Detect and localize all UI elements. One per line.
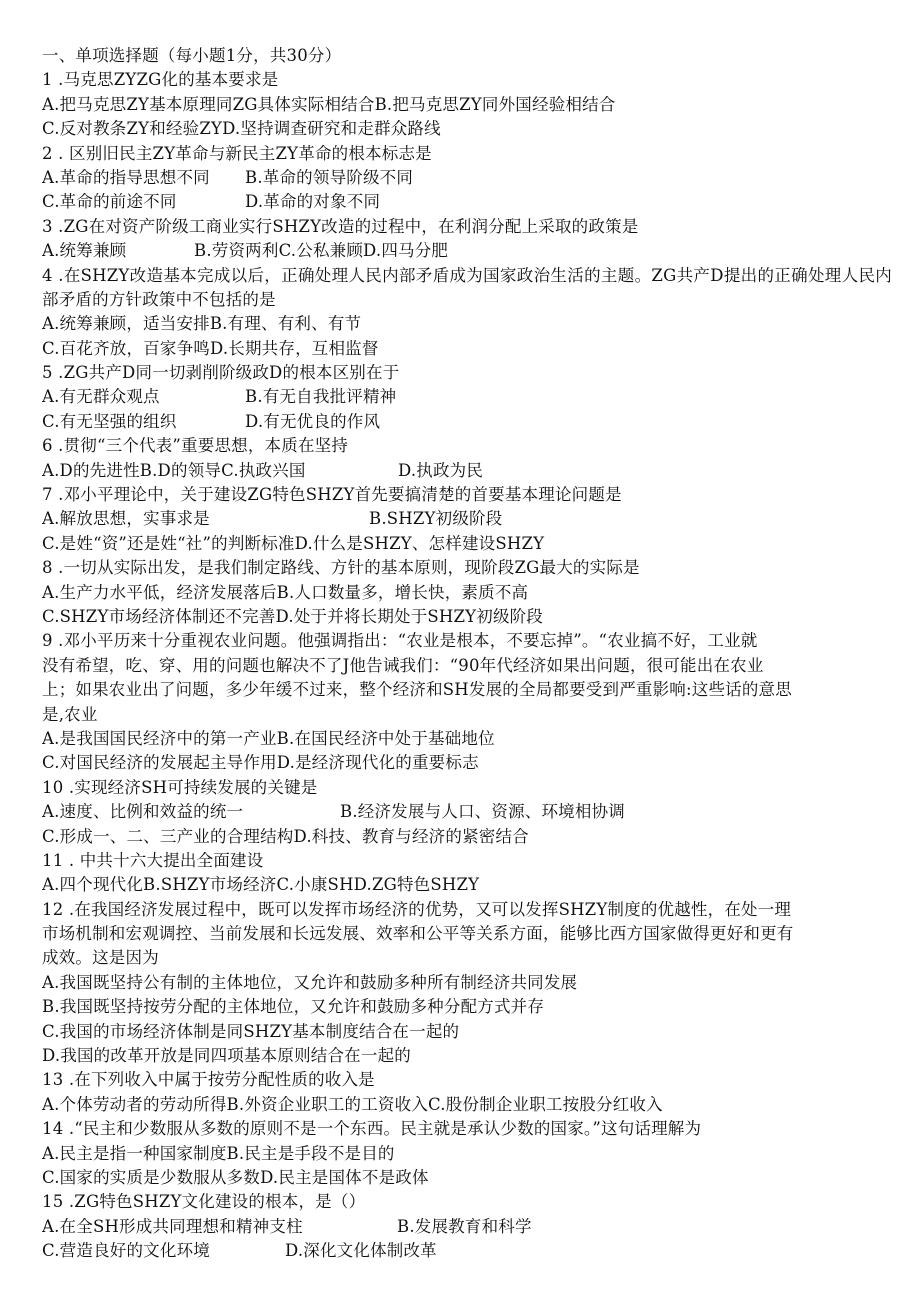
question-stem: 2 . 区别旧民主ZY革命与新民主ZY革命的根本标志是 bbox=[42, 143, 432, 163]
option-d: D.革命的对象不同 bbox=[245, 192, 381, 212]
option-row bbox=[42, 459, 892, 483]
question-stem-line: 12 .在我国经济发展过程中，既可以发挥市场经济的优势，又可以发挥SHZY制度的优越性，在处一理 bbox=[42, 899, 792, 919]
question-stem: 3 .ZG在对资产阶级工商业实行SHZY改造的过程中，在利润分配上采取的政策是 bbox=[42, 216, 639, 236]
option-line: A.个体劳动者的劳动所得B.外资企业职工的工资收入C.股份制企业职工按股分红收入 bbox=[42, 1094, 663, 1114]
option-b: B.SHZY初级阶段 bbox=[369, 509, 503, 529]
option-line: A.把马克思ZY基本原理同ZG具体实际相结合B.把马克思ZY同外国经验相结合 bbox=[42, 94, 616, 114]
question-stem-line: 成效。这是因为 bbox=[42, 948, 159, 968]
option-row bbox=[42, 166, 892, 190]
question-stem: 11 . 中共十六大提出全面建设 bbox=[42, 850, 264, 870]
option-line: C.SHZY市场经济体制还不完善D.处于并将长期处于SHZY初级阶段 bbox=[42, 607, 544, 626]
question-7 bbox=[42, 483, 892, 556]
option-line: C.我国的市场经济体制是同SHZY基本制度结合在一起的 bbox=[42, 1021, 460, 1041]
question-stem: 10 .实现经济SH可持续发展的关键是 bbox=[42, 777, 318, 797]
question-stem: 5 .ZG共产D同一切剥削阶级政D的根本区别在于 bbox=[42, 363, 400, 383]
question-10 bbox=[42, 776, 892, 849]
option-c: C.革命的前途不同 bbox=[42, 192, 177, 212]
question-8 bbox=[42, 556, 892, 629]
option-row bbox=[42, 1239, 892, 1263]
option-a: A.速度、比例和效益的统一 bbox=[42, 802, 244, 822]
option-row bbox=[42, 190, 892, 214]
option-row bbox=[42, 239, 892, 263]
option-line: C.形成一、二、三产业的合理结构D.科技、教育与经济的紧密结合 bbox=[42, 826, 529, 846]
question-stem-line: 上；如果农业出了问题，多少年缓不过来，整个经济和SH发展的全局都要受到严重影响:这些话的意思 bbox=[42, 680, 792, 700]
option-line: A.是我国国民经济中的第一产业B.在国民经济中处于基础地位 bbox=[42, 728, 495, 748]
question-stem-line: 9 .邓小平历来十分重视农业问题。他强调指出：“农业是根本，不要忘掉”。“农业搞不好，工业就 bbox=[42, 631, 758, 651]
question-stem: 14 .“民主和少数服从多数的原则不是一个东西。民主就是承认少数的国家。”这句话理解为 bbox=[42, 1119, 702, 1139]
question-stem: 1 .马克思ZYZG化的基本要求是 bbox=[42, 70, 279, 90]
option-bcd: B.劳资两利C.公私兼顾D.四马分肥 bbox=[194, 241, 449, 261]
option-line: A.四个现代化B.SHZY市场经济C.小康SHD.ZG特色SHZY bbox=[42, 875, 480, 895]
question-14 bbox=[42, 1117, 892, 1190]
option-a: A.有无群众观点 bbox=[42, 387, 160, 407]
option-a: A.革命的指导思想不同 bbox=[42, 167, 210, 187]
question-stem: 13 .在下列收入中属于按劳分配性质的收入是 bbox=[42, 1070, 375, 1090]
option-row bbox=[42, 800, 892, 824]
exam-page bbox=[42, 44, 892, 1264]
question-stem-line: 市场机制和宏观调控、当前发展和长远发展、效率和公平等关系方面，能够比西方国家做得更好和更有 bbox=[42, 924, 794, 944]
question-15 bbox=[42, 1190, 892, 1263]
option-row bbox=[42, 1215, 892, 1239]
question-6 bbox=[42, 434, 892, 483]
option-b: B.发展教育和科学 bbox=[397, 1216, 532, 1236]
question-11 bbox=[42, 849, 892, 898]
option-line: C.百花齐放，百家争鸣D.长期共存，互相监督 bbox=[42, 338, 379, 358]
option-c: C.营造良好的文化环境 bbox=[42, 1241, 210, 1261]
option-row bbox=[42, 385, 892, 409]
option-c: C.有无坚强的组织 bbox=[42, 411, 177, 431]
option-d: D.执政为民 bbox=[398, 460, 484, 480]
question-13 bbox=[42, 1068, 892, 1117]
question-stem-line: 是,农业 bbox=[42, 704, 98, 724]
option-b: B.革命的领导阶级不同 bbox=[245, 167, 414, 187]
question-stem: 6 .贯彻“三个代表”重要思想，本质在坚持 bbox=[42, 436, 349, 456]
option-line: C.国家的实质是少数服从多数D.民主是国体不是政体 bbox=[42, 1167, 429, 1187]
option-line: A.我国既坚持公有制的主体地位，又允许和鼓励多种所有制经济共同发展 bbox=[42, 972, 578, 992]
option-line: B.我国既坚持按劳分配的主体地位，又允许和鼓励多种分配方式并存 bbox=[42, 997, 545, 1017]
question-1 bbox=[42, 68, 892, 141]
option-a: A.在全SH形成共同理想和精神支柱 bbox=[42, 1216, 303, 1236]
question-12 bbox=[42, 898, 892, 1069]
option-line: A.民主是指一种国家制度B.民主是手段不是目的 bbox=[42, 1143, 395, 1163]
question-stem: 15 .ZG特色SHZY文化建设的根本，是（） bbox=[42, 1192, 366, 1212]
question-2 bbox=[42, 142, 892, 215]
option-d: D.深化文化体制改革 bbox=[285, 1241, 437, 1261]
question-9 bbox=[42, 629, 892, 775]
section-title: 一、单项选择题（每小题1分，共30分） bbox=[42, 46, 342, 65]
option-line: A.生产力水平低，经济发展落后B.人口数量多，增长快，素质不高 bbox=[42, 582, 529, 602]
option-row bbox=[42, 507, 892, 531]
question-4 bbox=[42, 264, 892, 362]
question-5 bbox=[42, 361, 892, 434]
option-line: C.是姓“资”还是姓“社”的判断标准D.什么是SHZY、怎样建设SHZY bbox=[42, 533, 545, 553]
question-3 bbox=[42, 215, 892, 264]
option-d: D.有无优良的作风 bbox=[245, 411, 381, 431]
option-line: C.反对教条ZY和经验ZYD.坚持调查研究和走群众路线 bbox=[42, 119, 441, 139]
option-row bbox=[42, 410, 892, 434]
question-stem-line: 没有希望，吃、穿、用的问题也解决不了J他告诫我们：“90年代经济如果出问题，很可能出在农业 bbox=[42, 655, 764, 675]
option-line: D.我国的改革开放是同四项基本原则结合在一起的 bbox=[42, 1046, 411, 1066]
option-a: A.解放思想，实事求是 bbox=[42, 509, 210, 529]
option-line: A.统筹兼顾，适当安排B.有理、有利、有节 bbox=[42, 314, 362, 334]
option-a: A.统筹兼顾 bbox=[42, 241, 127, 261]
option-abc: A.D的先进性B.D的领导C.执政兴国 bbox=[42, 460, 306, 480]
question-stem: 7 .邓小平理论中，关于建设ZG特色SHZY首先要搞清楚的首要基本理论问题是 bbox=[42, 485, 622, 505]
option-b: B.经济发展与人口、资源、环境相协调 bbox=[340, 802, 625, 822]
option-line: C.对国民经济的发展起主导作用D.是经济现代化的重要标志 bbox=[42, 753, 479, 773]
question-stem: 4 .在SHZY改造基本完成以后，正确处理人民内部矛盾成为国家政治生活的主题。ZG共产D提出的正确处理人民内部矛盾的方针政策中不包括的是 bbox=[42, 265, 892, 309]
option-b: B.有无自我批评精神 bbox=[245, 387, 397, 407]
question-stem: 8 .一切从实际出发，是我们制定路线、方针的基本原则，现阶段ZG最大的实际是 bbox=[42, 558, 640, 578]
